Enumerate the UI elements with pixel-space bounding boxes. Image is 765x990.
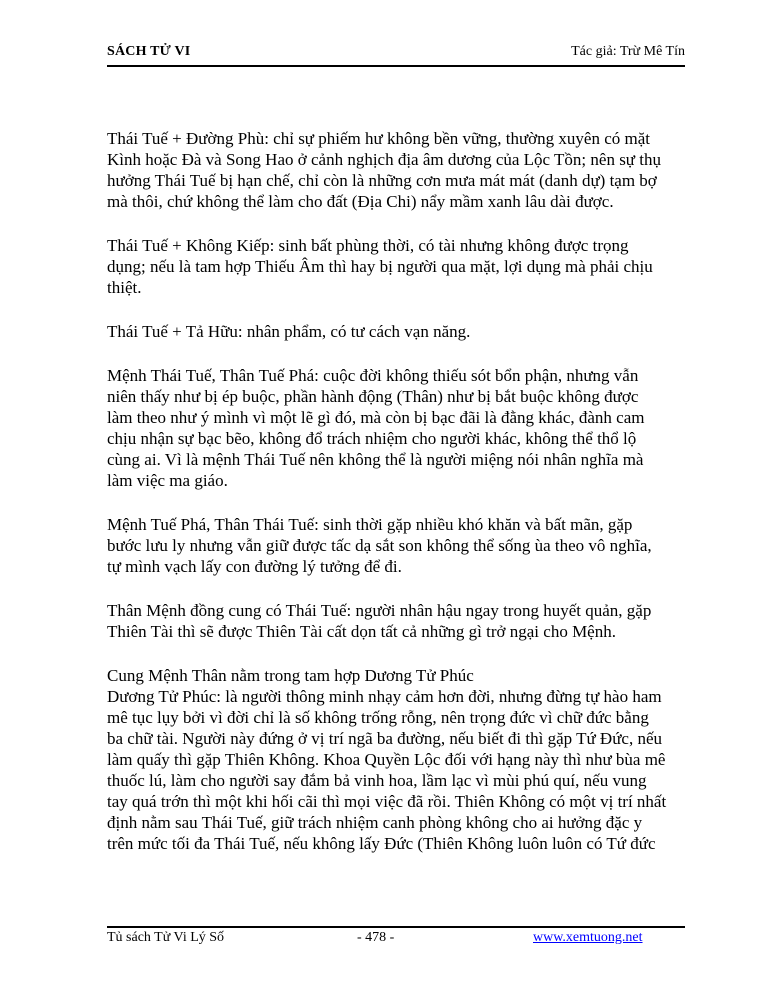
paragraph bbox=[107, 321, 685, 342]
text-line: cùng ai. Vì là mệnh Thái Tuế nên không thể là người miệng nói nhân nghĩa mà bbox=[107, 450, 644, 469]
text-line: chịu nhận sự bạc bẽo, không đổ trách nhiệm cho người khác, không thể thổ lộ bbox=[107, 429, 637, 448]
paragraph bbox=[107, 365, 685, 491]
text-line: mà thôi, chứ không thể làm cho đất (Địa Chi) nẩy mầm xanh lâu dài được. bbox=[107, 192, 614, 211]
paragraph bbox=[107, 128, 685, 212]
footer-divider bbox=[107, 926, 685, 928]
text-line: thuốc lú, làm cho người say đắm bả vinh hoa, lầm lạc vì mùi phú quí, nếu vung bbox=[107, 771, 647, 790]
text-line: làm quấy thì gặp Thiên Không. Khoa Quyền Lộc đối với hạng này thì như bùa mê bbox=[107, 750, 666, 769]
text-line: thiệt. bbox=[107, 278, 142, 297]
text-line: tay quá trớn thì một khi hối cãi thì mọi việc đã rồi. Thiên Không có một vị trí nhất bbox=[107, 792, 667, 811]
text-line: tự mình vạch lấy con đường lý tưởng để đi. bbox=[107, 557, 402, 576]
text-line: ba chữ tài. Người này đứng ở vị trí ngã ba đường, nếu biết đi thì gặp Tứ Đức, nếu bbox=[107, 729, 662, 748]
text-line: trên mức tối đa Thái Tuế, nếu không lấy Đức (Thiên Không luôn luôn có Tứ đức bbox=[107, 834, 656, 853]
paragraph bbox=[107, 686, 685, 854]
text-line: Cung Mệnh Thân nằm trong tam hợp Dương Tử Phúc bbox=[107, 666, 474, 685]
text-line: bước lưu ly nhưng vẫn giữ được tấc dạ sắt son không thể sống ùa theo vô nghĩa, bbox=[107, 536, 652, 555]
paragraph bbox=[107, 600, 685, 642]
text-line: định nằm sau Thái Tuế, giữ trách nhiệm canh phòng không cho ai hưởng đặc y bbox=[107, 813, 643, 832]
text-line: dụng; nếu là tam hợp Thiếu Âm thì hay bị người qua mặt, lợi dụng mà phải chịu bbox=[107, 257, 653, 276]
footer-series: Tủ sách Tử Vi Lý Số bbox=[107, 930, 225, 945]
text-line: làm theo như ý mình vì một lẽ gì đó, mà còn bị bạc đãi là đằng khác, đành cam bbox=[107, 408, 645, 427]
page-number: - 478 - bbox=[357, 930, 395, 945]
text-line: Dương Tử Phúc: là người thông minh nhạy cảm hơn đời, nhưng đừng tự hào ham bbox=[107, 687, 662, 706]
text-line: làm việc ma giáo. bbox=[107, 471, 228, 490]
paragraph bbox=[107, 235, 685, 298]
text-line: niên thấy như bị ép buộc, phần hành động (Thân) như bị bắt buộc không được bbox=[107, 387, 639, 406]
text-line: Kình hoặc Đà và Song Hao ở cảnh nghịch địa âm dương của Lộc Tồn; nên sự thụ bbox=[107, 150, 661, 169]
text-line: Thái Tuế + Không Kiếp: sinh bất phùng thời, có tài nhưng không được trọng bbox=[107, 236, 629, 255]
text-line: hưởng Thái Tuế bị hạn chế, chỉ còn là những cơn mưa mát mát (danh dự) tạm bợ bbox=[107, 171, 657, 190]
paragraph bbox=[107, 514, 685, 577]
website-link[interactable]: www.xemtuong.net bbox=[533, 930, 643, 945]
text-line: Thiên Tài thì sẽ được Thiên Tài cất dọn tất cả những gì trở ngại cho Mệnh. bbox=[107, 622, 616, 641]
book-title: SÁCH TỬ VI bbox=[107, 44, 191, 59]
text-line: Mệnh Thái Tuế, Thân Tuế Phá: cuộc đời không thiếu sót bổn phận, nhưng vẫn bbox=[107, 366, 639, 385]
header-divider bbox=[107, 65, 685, 67]
page-header bbox=[107, 44, 685, 66]
paragraph bbox=[107, 665, 685, 686]
document-body bbox=[107, 128, 685, 854]
author-label: Tác giả: Trừ Mê Tín bbox=[571, 44, 685, 59]
text-line: mê tục lụy bởi vì đời chỉ là số không trống rỗng, nên trọng đức vì chữ đức bằng bbox=[107, 708, 649, 727]
text-line: Thân Mệnh đồng cung có Thái Tuế: người nhân hậu ngay trong huyết quản, gặp bbox=[107, 601, 652, 620]
text-line: Thái Tuế + Tả Hữu: nhân phẩm, có tư cách vạn năng. bbox=[107, 322, 471, 341]
text-line: Mệnh Tuế Phá, Thân Thái Tuế: sinh thời gặp nhiều khó khăn và bất mãn, gặp bbox=[107, 515, 633, 534]
text-line: Thái Tuế + Đường Phù: chỉ sự phiếm hư không bền vững, thường xuyên có mặt bbox=[107, 129, 650, 148]
